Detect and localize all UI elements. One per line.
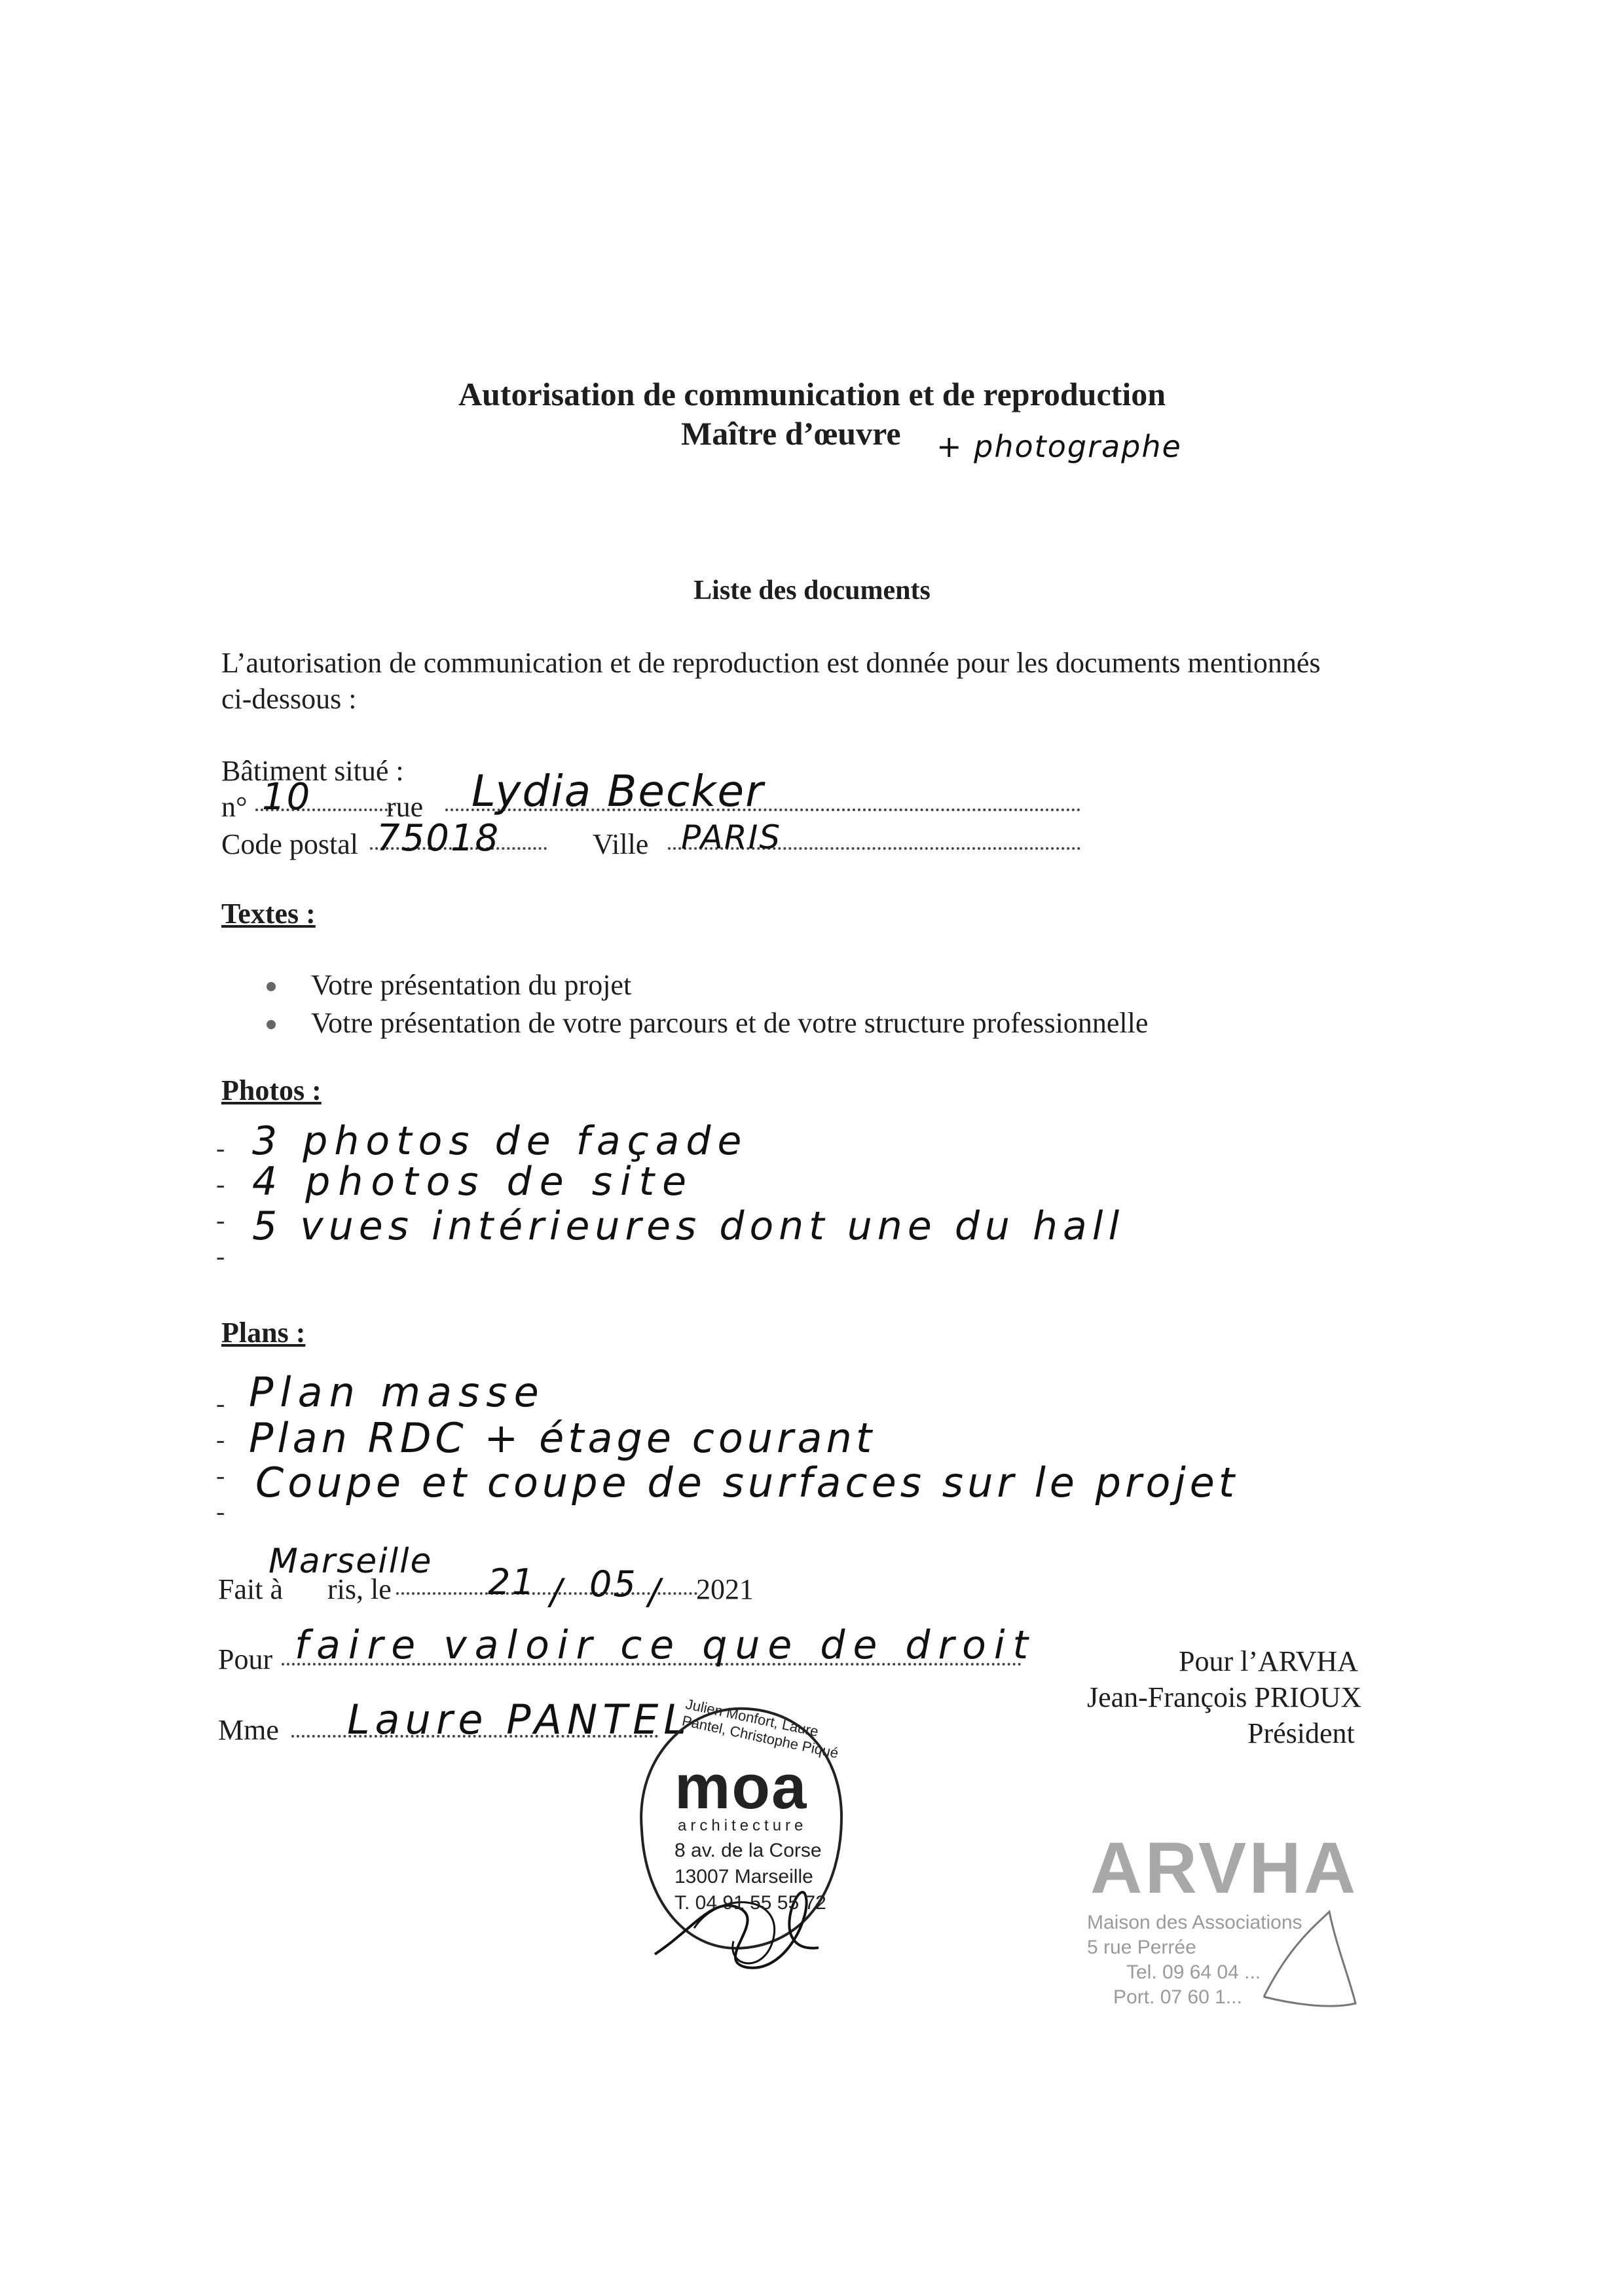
document-subtitle: Maître d’œuvre xyxy=(681,415,901,452)
building-label: Bâtiment situé : xyxy=(221,755,404,787)
dash-marker: - xyxy=(216,1497,225,1526)
city-label: Ville xyxy=(593,828,649,860)
intro-line-2: ci-dessous : xyxy=(221,683,357,715)
dash-marker: - xyxy=(216,1461,225,1490)
date-separator: / xyxy=(550,1571,564,1613)
photos-item-3: 5 vues intérieures dont une du hall xyxy=(252,1203,1125,1249)
bullet-icon xyxy=(267,1020,276,1029)
arvha-logo: ARVHA xyxy=(1090,1828,1359,1908)
city-value: PARIS xyxy=(681,818,782,856)
bullet-icon xyxy=(267,982,276,991)
plans-item-3: Coupe et coupe de surfaces sur le projet xyxy=(255,1459,1239,1506)
postcode-label: Code postal xyxy=(221,828,358,860)
intro-line-1: L’autorisation de communication et de reproduction est donnée pour les documents mentionnés xyxy=(221,647,1321,679)
photos-heading: Photos : xyxy=(221,1074,322,1106)
fait-label-prefix: Fait à xyxy=(218,1573,283,1605)
moa-stamp xyxy=(616,1679,864,1994)
date-separator: / xyxy=(648,1571,662,1613)
arvha-president-title: Président xyxy=(1247,1717,1355,1749)
textes-heading: Textes : xyxy=(221,898,316,930)
date-day: 21 xyxy=(488,1561,536,1603)
rue-value: Lydia Becker xyxy=(471,766,765,816)
pour-value: faire valoir ce que de droit xyxy=(295,1622,1037,1668)
dash-marker: - xyxy=(216,1389,225,1418)
moa-phone: T. 04 91 55 55 72 xyxy=(674,1892,826,1914)
handwritten-subtitle-addition: + photographe xyxy=(936,429,1182,464)
arvha-signature xyxy=(1251,1905,1369,2016)
plans-item-2: Plan RDC + étage courant xyxy=(249,1414,876,1462)
moa-subtitle: architecture xyxy=(678,1817,807,1834)
fait-label-suffix: ris, le xyxy=(327,1573,392,1605)
dash-marker: - xyxy=(216,1425,225,1454)
moa-address-line1: 8 av. de la Corse xyxy=(674,1840,822,1861)
pour-label: Pour xyxy=(218,1643,273,1675)
moa-logo: moa xyxy=(674,1752,808,1822)
arvha-stamp xyxy=(1087,1827,1375,2016)
photos-item-1: 3 photos de façade xyxy=(252,1118,748,1164)
date-year: 2021 xyxy=(696,1573,754,1605)
dash-marker: - xyxy=(216,1133,225,1163)
postcode-value: 75018 xyxy=(377,817,500,860)
handwritten-city: Marseille xyxy=(268,1542,433,1581)
arvha-pour: Pour l’ARVHA xyxy=(1179,1645,1358,1677)
moa-ring-text: Julien Monfort, Laure Pantel, Christophe Piqué xyxy=(680,1696,840,1762)
number-value: 10 xyxy=(262,776,312,818)
date-month: 05 xyxy=(589,1563,637,1605)
document-title: Autorisation de communication et de reproduction xyxy=(458,376,1166,412)
moa-address-line2: 13007 Marseille xyxy=(674,1866,813,1887)
plans-heading: Plans : xyxy=(221,1317,306,1349)
arvha-president-name: Jean-François PRIOUX xyxy=(1087,1681,1362,1713)
dash-marker: - xyxy=(216,1205,225,1235)
arvha-stamp-line1: Maison des Associations xyxy=(1087,1912,1302,1933)
textes-item-1: Votre présentation du projet xyxy=(311,969,632,1001)
arvha-stamp-line4: Port. 07 60 1... xyxy=(1113,1986,1242,2008)
photos-item-2: 4 photos de site xyxy=(252,1159,695,1205)
textes-item-2: Votre présentation de votre parcours et de votre structure professionnelle xyxy=(311,1007,1149,1039)
number-label: n° xyxy=(221,791,248,823)
dash-marker: - xyxy=(216,1169,225,1199)
arvha-stamp-line2: 5 rue Perrée xyxy=(1087,1937,1196,1958)
plans-item-1: Plan masse xyxy=(249,1368,545,1416)
rue-label: rue xyxy=(386,791,424,823)
mme-value: Laure PANTEL xyxy=(347,1696,692,1743)
section-title-list: Liste des documents xyxy=(693,575,931,606)
dash-marker: - xyxy=(216,1241,225,1271)
mme-label: Mme xyxy=(218,1714,279,1746)
arvha-stamp-line3: Tel. 09 64 04 ... xyxy=(1126,1961,1261,1983)
